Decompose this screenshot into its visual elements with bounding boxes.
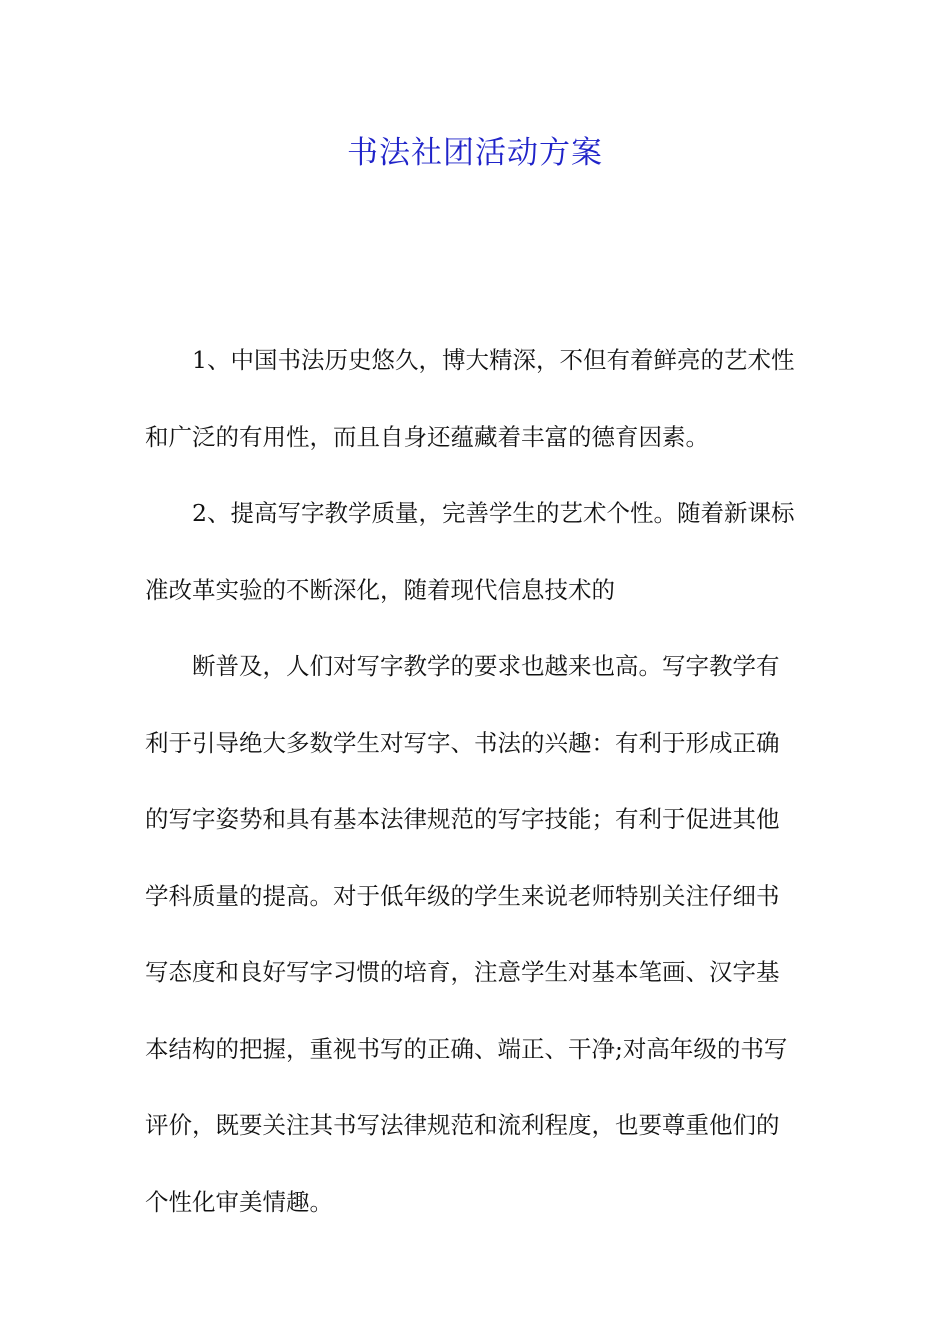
paragraph-3-line-1: 断普及，人们对写字教学的要求也越来也高。写字教学有 [192, 652, 780, 680]
paragraph-3-line-4: 学科质量的提高。对于低年级的学生来说老师特别关注仔细书 [145, 881, 780, 910]
paragraph-1-line-2: 和广泛的有用性，而且自身还蕴藏着丰富的德育因素。 [145, 422, 709, 451]
paragraph-3-line-6: 本结构的把握，重视书写的正确、端正、干净;对高年级的书写 [145, 1034, 788, 1063]
paragraph-1-line-1: 1、中国书法历史悠久，博大精深，不但有着鲜亮的艺术性 [192, 346, 795, 374]
paragraph-2-line-1: 2、提高写字教学质量，完善学生的艺术个性。随着新课标 [192, 499, 795, 527]
document-body [145, 339, 810, 1257]
paragraph-3-line-5: 写态度和良好写字习惯的培育，注意学生对基本笔画、汉字基 [145, 958, 780, 986]
document-title: 书法社团活动方案 [347, 135, 603, 171]
paragraph-3-line-7: 评价，既要关注其书写法律规范和流利程度，也要尊重他们的 [145, 1111, 780, 1139]
paragraph-2-line-2: 准改革实验的不断深化，随着现代信息技术的 [145, 575, 615, 604]
paragraph-3-line-3: 的写字姿势和具有基本法律规范的写字技能；有利于促进其他 [145, 805, 780, 833]
paragraph-3-line-8: 个性化审美情趣。 [145, 1187, 333, 1216]
paragraph-3-line-2: 利于引导绝大多数学生对写字、书法的兴趣：有利于形成正确 [145, 728, 780, 757]
